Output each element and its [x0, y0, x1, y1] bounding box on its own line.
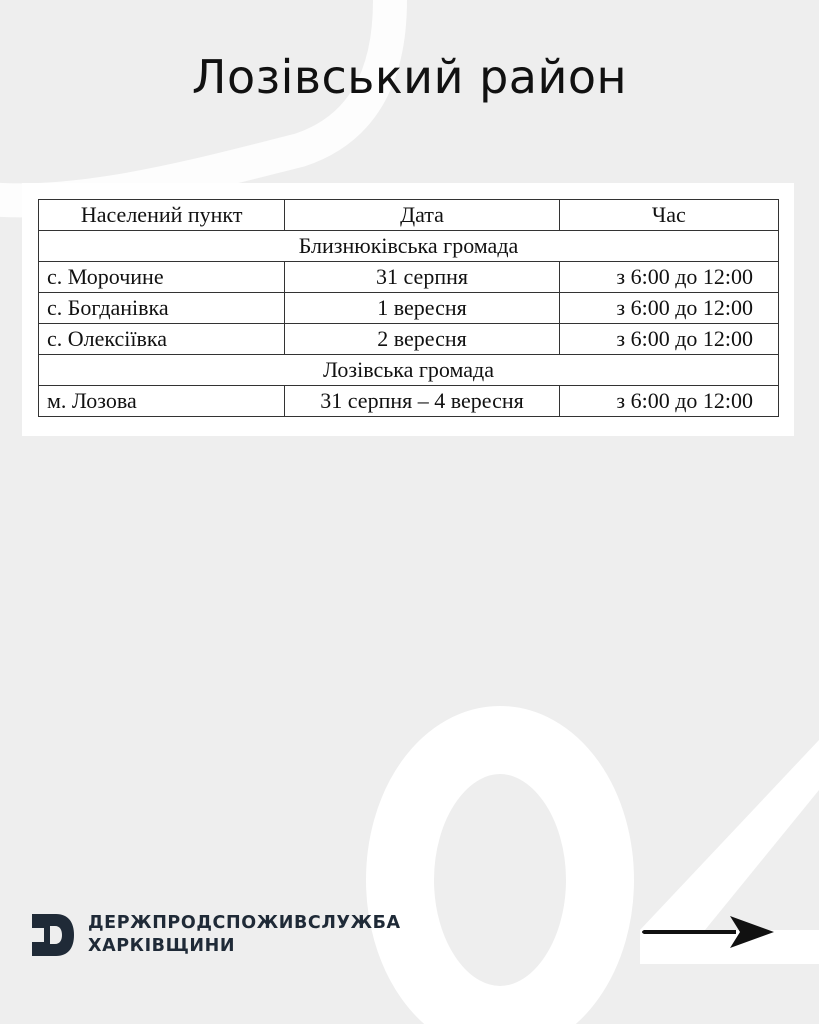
- schedule-table: [38, 199, 779, 417]
- location-cell: м. Лозова: [39, 386, 285, 417]
- logo-line-2: ХАРКІВЩИНИ: [88, 936, 236, 956]
- arrow-right-icon[interactable]: [640, 908, 780, 956]
- date-cell: 31 серпня: [285, 262, 559, 293]
- group-name: Близнюківська громада: [39, 231, 779, 262]
- date-cell: 31 серпня – 4 вересня: [285, 386, 559, 417]
- time-cell: з 6:00 до 12:00: [559, 262, 778, 293]
- logo-line-1: ДЕРЖПРОДСПОЖИВСЛУЖБА: [88, 913, 401, 933]
- logo-text: [88, 912, 401, 958]
- column-header-date: Дата: [285, 200, 559, 231]
- background-digit-zero: [400, 740, 600, 1020]
- date-cell: 1 вересня: [285, 293, 559, 324]
- organization-logo: [30, 912, 401, 958]
- column-header-location: Населений пункт: [39, 200, 285, 231]
- group-name: Лозівська громада: [39, 355, 779, 386]
- time-cell: з 6:00 до 12:00: [559, 324, 778, 355]
- column-header-time: Час: [559, 200, 778, 231]
- table-row: [39, 262, 779, 293]
- table-row: [39, 293, 779, 324]
- table-header-row: [39, 200, 779, 231]
- background-digit-four: [640, 740, 819, 930]
- location-cell: с. Олексіївка: [39, 324, 285, 355]
- time-cell: з 6:00 до 12:00: [559, 386, 778, 417]
- page-title: Лозівський район: [191, 50, 628, 104]
- group-row: [39, 231, 779, 262]
- time-cell: з 6:00 до 12:00: [559, 293, 778, 324]
- group-row: [39, 355, 779, 386]
- d-letter-logo-icon: [30, 912, 76, 958]
- location-cell: с. Морочине: [39, 262, 285, 293]
- date-cell: 2 вересня: [285, 324, 559, 355]
- table-row: [39, 324, 779, 355]
- schedule-card: [22, 183, 794, 436]
- location-cell: с. Богданівка: [39, 293, 285, 324]
- table-row: [39, 386, 779, 417]
